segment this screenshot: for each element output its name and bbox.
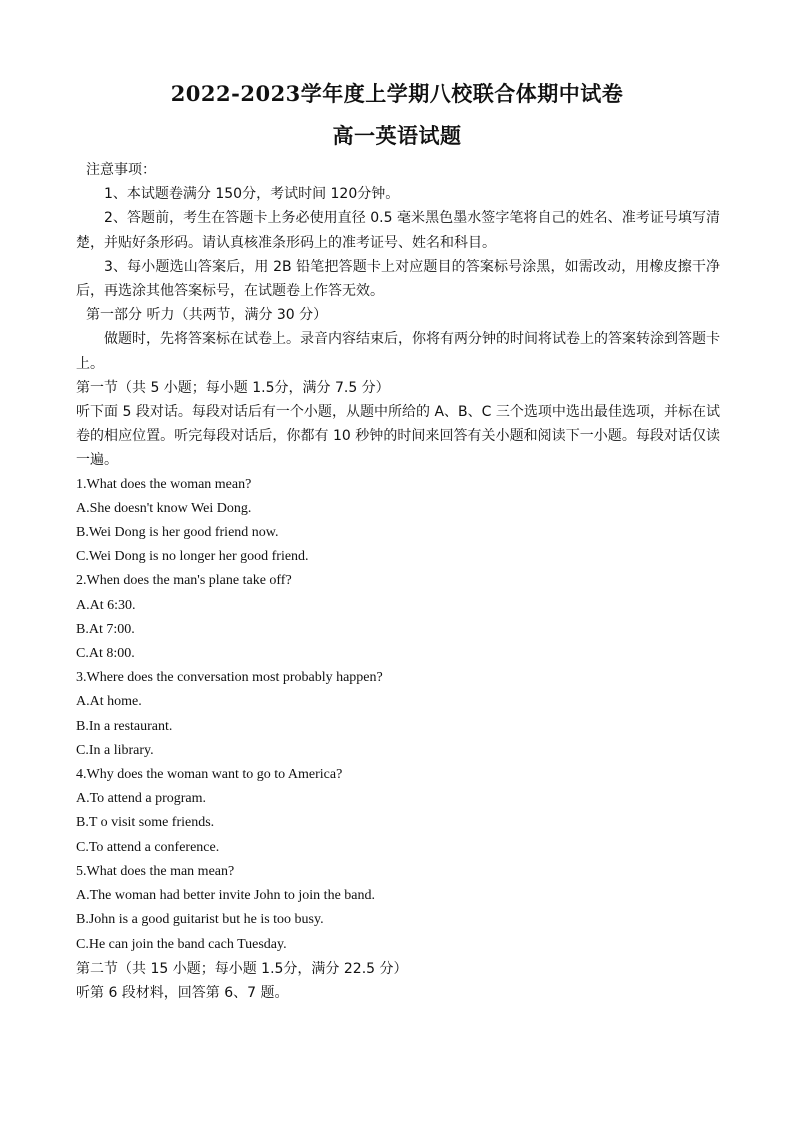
question-3-option-c: C.In a library. xyxy=(76,742,154,758)
question-5-stem: 5.What does the man mean? xyxy=(76,863,235,879)
section2-heading: 第二节（共 15 小题；每小题 1.5分，满分 22.5 分） xyxy=(76,960,408,977)
question-2-option-c: C.At 8:00. xyxy=(76,646,135,662)
note-item-1: 1、本试题卷满分 150分，考试时间 120分钟。 xyxy=(104,186,400,203)
question-1-option-c: C.Wei Dong is no longer her good friend. xyxy=(76,549,309,565)
question-4-option-c: C.To attend a conference. xyxy=(76,839,220,855)
note-item-3: 3、每小题选山答案后，用 2B 铅笔把答题卡上对应题目的答案标号涂黑，如需改动，用橡皮擦干净后，再选涂其他答案标号，在试题卷上作答无效。 xyxy=(76,258,720,300)
part1-instruction: 做题时，先将答案标在试卷上。录音内容结束后，你将有两分钟的时间将试卷上的答案转涂到答题卡上。 xyxy=(76,331,720,372)
notes-heading: 注意事项： xyxy=(86,162,156,178)
question-4-option-a: A.To attend a program. xyxy=(76,791,207,807)
exam-title: 2022-2023学年度上学期八校联合体期中试卷 xyxy=(170,81,624,106)
question-3-stem: 3.Where does the conversation most probably happen? xyxy=(76,670,383,686)
question-3-option-b: B.In a restaurant. xyxy=(76,718,173,734)
question-2-option-b: B.At 7:00. xyxy=(76,621,135,637)
question-1-stem: 1.What does the woman mean? xyxy=(76,476,252,492)
section2-instruction: 听第 6 段材料，回答第 6、7 题。 xyxy=(76,984,289,1001)
section1-heading: 第一节（共 5 小题；每小题 1.5分，满分 7.5 分） xyxy=(76,379,390,396)
question-1-option-b: B.Wei Dong is her good friend now. xyxy=(76,525,279,541)
part1-heading: 第一部分 听力（共两节，满分 30 分） xyxy=(86,307,328,324)
question-4-stem: 4.Why does the woman want to go to America? xyxy=(76,767,343,783)
question-5-option-c: C.He can join the band cach Tuesday. xyxy=(76,936,287,952)
question-4-option-b: B.T o visit some friends. xyxy=(76,815,215,831)
section1-instruction: 听下面 5 段对话。每段对话后有一个小题，从题中所给的 A、B、C 三个选项中选出最佳选项，并标在试卷的相应位置。听完每段对话后，你都有 10 秒钟的时间来回答有关小题和阅读下一小题。每段对话仅读一遍。 xyxy=(76,404,720,469)
exam-content xyxy=(76,158,720,1005)
question-1-option-a: A.She doesn't know Wei Dong. xyxy=(76,500,252,516)
note-item-2: 2、答题前，考生在答题卡上务必使用直径 0.5 毫米黑色墨水签字笔将自己的姓名、准考证号填写清楚，并贴好条形码。请认真核准条形码上的准考证号、姓名和科目。 xyxy=(76,210,720,251)
exam-subtitle: 高一英语试题 xyxy=(332,123,462,148)
question-5-option-b: B.John is a good guitarist but he is too busy. xyxy=(76,912,324,928)
question-5-option-a: A.The woman had better invite John to join the band. xyxy=(76,888,375,904)
question-2-option-a: A.At 6:30. xyxy=(76,597,136,613)
question-3-option-a: A.At home. xyxy=(76,694,142,710)
question-2-stem: 2.When does the man's plane take off? xyxy=(76,573,292,589)
